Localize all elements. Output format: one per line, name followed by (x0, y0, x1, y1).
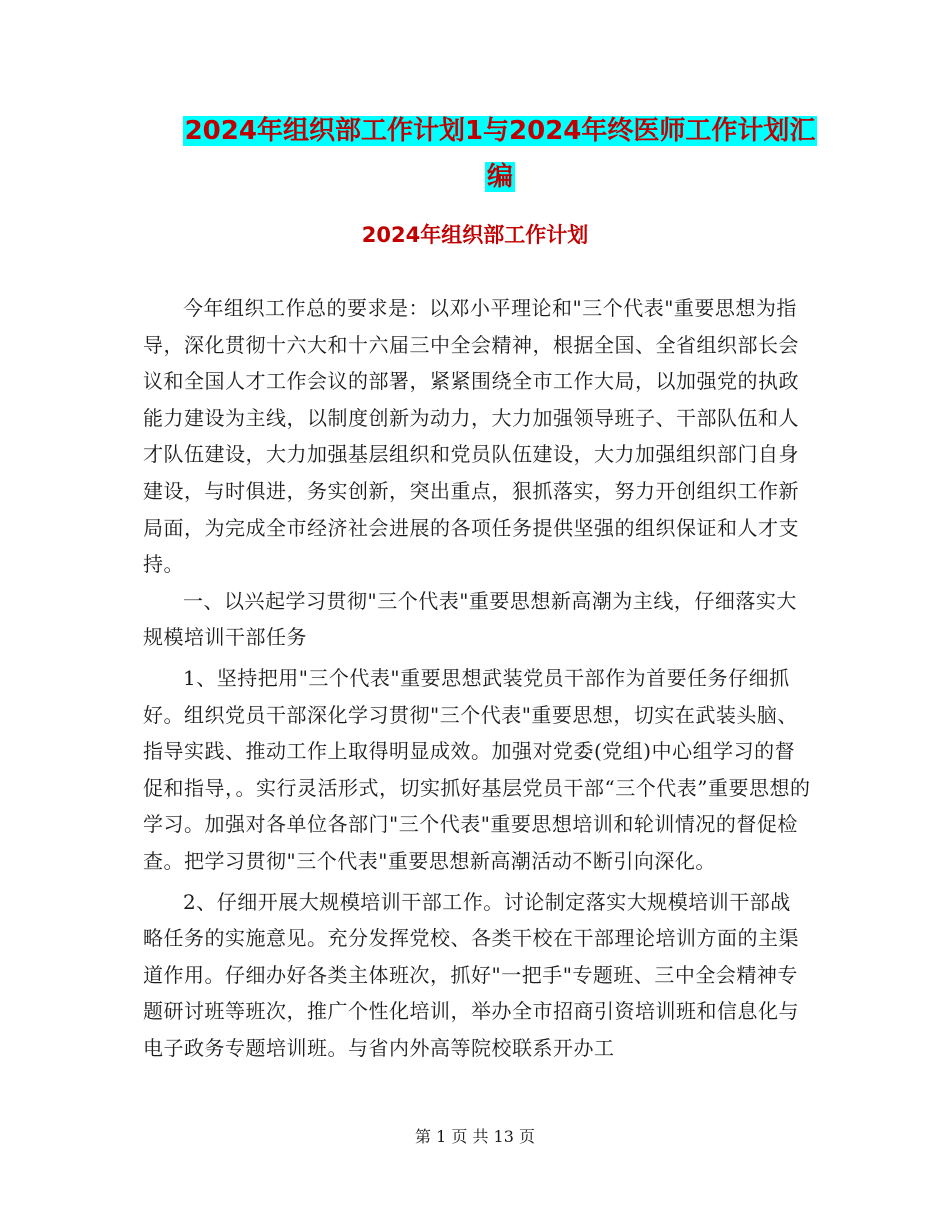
section-title: 2024年组织部工作计划 (361, 223, 589, 247)
paragraph-intro: 今年组织工作总的要求是：以邓小平理论和"三个代表"重要思想为指导，深化贯彻十六大和十六届三中全会精神，根据全国、全省组织部长会议和全国人才工作会议的部署，紧紧围绕全市工作大局，以加强党的执政能力建设为主线，以制度创新为动力，大力加强领导班子、干部队伍和人才队伍建设，大力加强基层组织和党员队伍建设，大力加强组织部门自身建设，与时俱进，务实创新，突出重点，狠抓落实，努力开创组织工作新局面，为完成全市经济社会进展的各项任务提供坚强的组织保证和人才支持。 (143, 296, 799, 577)
document-title-line2: 编 (486, 162, 513, 192)
document-title (140, 108, 860, 200)
paragraph-item-2: 2、仔细开展大规模培训干部工作。讨论制定落实大规模培训干部战略任务的实施意见。充分发挥党校、各类干校在干部理论培训方面的主渠道作用。仔细办好各类主体班次，抓好"一把手"专题班、三中全会精神专题研讨班等班次，推广个性化培训，举办全市招商引资培训班和信息化与电子政务专题培训班。与省内外高等院校联系开办工 (143, 889, 799, 1060)
document-title-line1: 2024年组织部工作计划1与2024年终医师工作计划汇 (184, 116, 816, 146)
paragraph-heading-1: 一、以兴起学习贯彻"三个代表"重要思想新高潮为主线，仔细落实大规模培训干部任务 (143, 588, 797, 650)
paragraph-item-1: 1、坚持把用"三个代表"重要思想武装党员干部作为首要任务仔细抓好。组织党员干部深化学习贯彻"三个代表"重要思想，切实在武装头脑、指导实践、推动工作上取得明显成效。加强对党委(党组)中心组学习的督促和指导，。实行灵活形式，切实抓好基层党员干部“三个代表”重要思想的学习。加强对各单位各部门"三个代表"重要思想培训和轮训情况的督促检查。把学习贯彻"三个代表"重要思想新高潮活动不断引向深化。 (143, 665, 811, 873)
page-number-footer: 第 1 页 共 13 页 (415, 1127, 535, 1146)
document-body (143, 290, 811, 1066)
